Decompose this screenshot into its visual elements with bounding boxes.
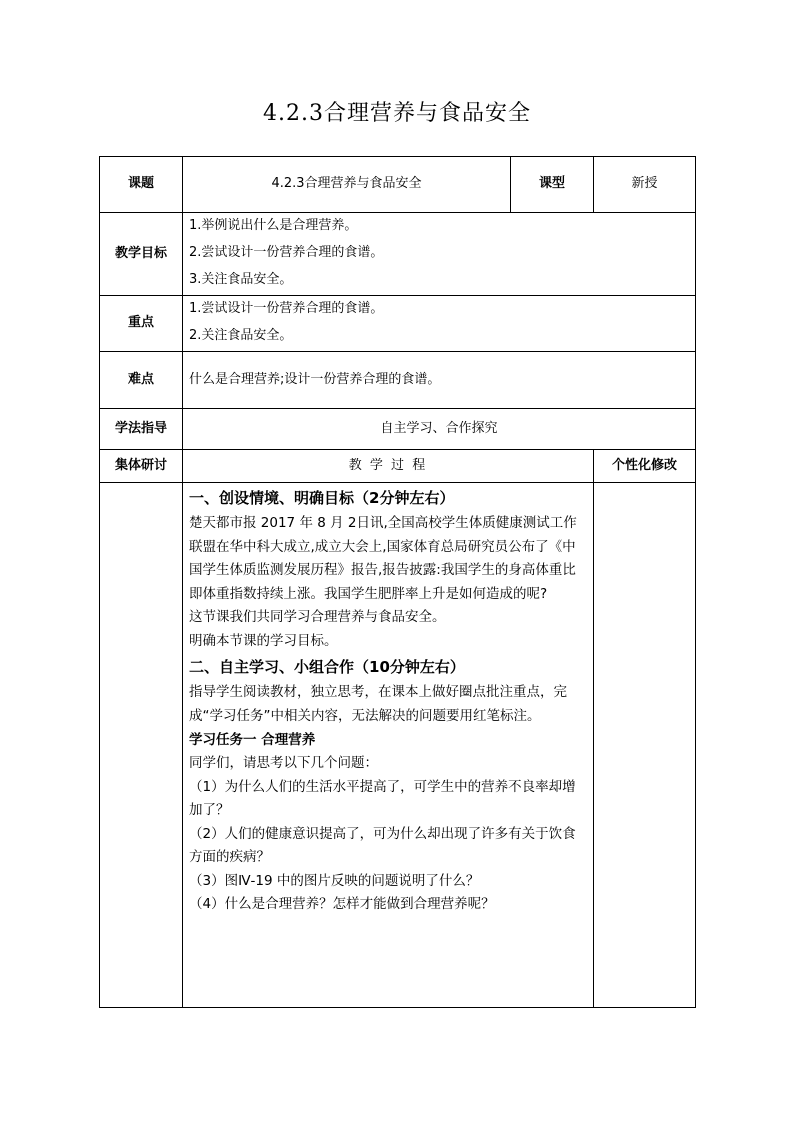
key-points-label: 重点 — [100, 296, 183, 352]
process-row — [100, 483, 696, 1008]
goal-item: 1.举例说出什么是合理营养。 — [189, 217, 358, 233]
task1-title: 学习任务一 合理营养 — [189, 732, 316, 748]
document-title: 4.2.3合理营养与食品安全 — [263, 101, 531, 126]
difficulty-row — [100, 352, 696, 409]
goals-list — [183, 213, 696, 296]
section1-line: 这节课我们共同学习合理营养与食品安全。 — [189, 609, 446, 625]
goal-item: 3.关注食品安全。 — [189, 271, 293, 287]
teaching-process-cell — [183, 483, 594, 1008]
collective-research-cell — [100, 483, 183, 1008]
question-item: （3）图Ⅳ-19 中的图片反映的问题说明了什么？ — [189, 872, 480, 889]
section1-paragraph: 楚天都市报 2017 年 8 月 2日讯,全国高校学生体质健康测试工作联盟在华中科大成立,成立大会上,国家体育总局研究员公布了《中国学生体质监测发展历程》报告,报告披露:我国学生的身高体重比即体重指数持续上涨。我国学生肥胖率上升是如何造成的呢? — [189, 515, 577, 602]
section2-paragraph: 指导学生阅读教材，独立思考，在课本上做好圈点批注重点，完成“学习任务”中相关内容，无法解决的问题要用红笔标注。 — [189, 684, 567, 724]
question-item: （1）为什么人们的生活水平提高了，可学生中的营养不良率却增加了？ — [189, 778, 576, 818]
topic-value: 4.2.3合理营养与食品安全 — [183, 157, 511, 213]
teaching-process-header: 教 学 过 程 — [183, 450, 594, 483]
topic-row — [100, 157, 696, 213]
lesson-type-label: 课型 — [511, 157, 594, 213]
personalized-edit-cell — [594, 483, 696, 1008]
difficulty-value: 什么是合理营养;设计一份营养合理的食谱。 — [183, 352, 696, 409]
method-value: 自主学习、合作探究 — [183, 409, 696, 450]
process-header-row — [100, 450, 696, 483]
personalized-edit-header: 个性化修改 — [594, 450, 696, 483]
difficulty-label: 难点 — [100, 352, 183, 409]
section2-title: 二、自主学习、小组合作（10分钟左右） — [189, 658, 465, 676]
method-label: 学法指导 — [100, 409, 183, 450]
question-item: （2）人们的健康意识提高了，可为什么却出现了许多有关于饮食方面的疾病？ — [189, 825, 576, 865]
section1-title: 一、创设情境、明确目标（2分钟左右） — [189, 489, 455, 507]
question-item: （4）什么是合理营养？怎样才能做到合理营养呢？ — [189, 896, 495, 912]
topic-label: 课题 — [100, 157, 183, 213]
lesson-type-value: 新授 — [594, 157, 696, 213]
key-points-list — [183, 296, 696, 352]
collective-research-header: 集体研讨 — [100, 450, 183, 483]
goals-row — [100, 213, 696, 296]
key-points-row — [100, 296, 696, 352]
goal-item: 2.尝试设计一份营养合理的食谱。 — [189, 244, 384, 260]
lesson-plan-table — [99, 156, 696, 1008]
task1-intro: 同学们，请思考以下几个问题： — [189, 755, 378, 771]
section1-line: 明确本节课的学习目标。 — [189, 632, 338, 649]
goals-label: 教学目标 — [100, 213, 183, 296]
method-row — [100, 409, 696, 450]
key-point-item: 2.关注食品安全。 — [189, 328, 293, 343]
key-point-item: 1.尝试设计一份营养合理的食谱。 — [189, 301, 384, 316]
